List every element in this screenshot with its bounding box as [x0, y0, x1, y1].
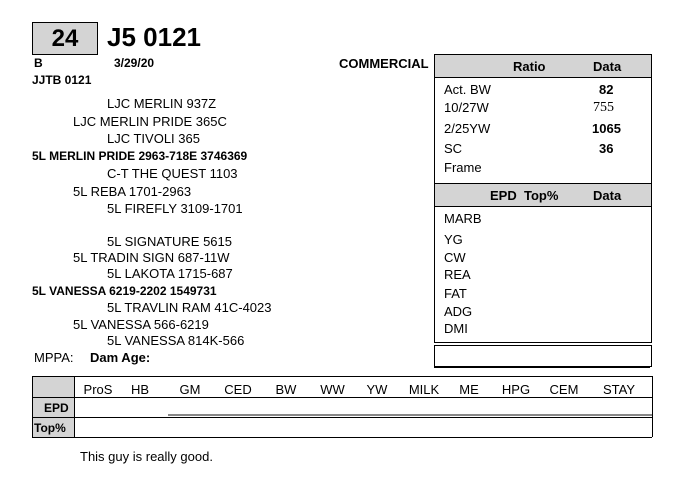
grid-line	[32, 417, 652, 418]
grid-col-milk: MILK	[408, 382, 440, 397]
epd-row-rea: REA	[444, 267, 471, 282]
mppa-value-box	[434, 345, 652, 367]
epd-col-header: EPD	[490, 188, 517, 203]
lot-number: 24	[51, 24, 79, 52]
grid-col-cem: CEM	[549, 382, 579, 397]
ratio-data-col-header: Data	[593, 59, 622, 74]
pedigree-dam-dam-sire: 5L TRAVLIN RAM 41C-4023	[107, 300, 272, 315]
registration-id: JJTB 0121	[32, 73, 92, 87]
grid-line	[32, 376, 33, 437]
ratio-col-header: Ratio	[513, 59, 546, 74]
grid-line	[32, 397, 652, 398]
dam-age-label: Dam Age:	[90, 350, 151, 365]
grid-col-stay: STAY	[602, 382, 636, 397]
pedigree-sire-dam-sire: C-T THE QUEST 1103	[107, 166, 238, 181]
ratio-table-header	[435, 55, 651, 78]
grid-row-top: Top%	[34, 421, 66, 435]
grid-col-me: ME	[459, 382, 479, 397]
pedigree-sire-sire-sire: LJC MERLIN 937Z	[107, 96, 217, 111]
box-divider	[434, 367, 650, 368]
pedigree-dam-sire-sire: 5L SIGNATURE 5615	[107, 234, 232, 249]
ratio-label-sc: SC	[444, 141, 463, 156]
ratio-value-2-25yw: 1065	[592, 121, 621, 136]
grid-line	[32, 437, 652, 438]
animal-tag: J5 0121	[107, 22, 201, 52]
ratio-label-10-27w: 10/27W	[444, 100, 489, 115]
lot-number-box	[32, 22, 98, 55]
grid-line	[32, 376, 652, 377]
top-col-header: Top%	[524, 188, 559, 203]
epd-data-col-header: Data	[593, 188, 622, 203]
grid-line	[74, 376, 75, 437]
pedigree-dam-sire: 5L TRADIN SIGN 687-11W	[73, 250, 230, 265]
pedigree-dam-sire-dam: 5L LAKOTA 1715-687	[107, 266, 233, 281]
grid-row-epd: EPD	[44, 401, 69, 415]
epd-row-yg: YG	[444, 232, 463, 247]
birth-date: 3/29/20	[114, 56, 155, 70]
grid-col-ced: CED	[224, 382, 252, 397]
epd-row-dmi: DMI	[444, 321, 468, 336]
comment-text: This guy is really good.	[80, 449, 213, 464]
grid-col-bw: BW	[275, 382, 297, 397]
category-label: COMMERCIAL	[339, 56, 429, 71]
pedigree-sire-sire: LJC MERLIN PRIDE 365C	[73, 114, 227, 129]
mppa-label: MPPA:	[34, 350, 74, 365]
grid-line	[652, 376, 653, 437]
ratio-value-actbw: 82	[599, 82, 614, 97]
ratio-label-frame: Frame	[444, 160, 482, 175]
epd-row-adg: ADG	[444, 304, 473, 319]
pedigree-sire: 5L MERLIN PRIDE 2963-718E 3746369	[32, 149, 248, 163]
epd-side-table	[434, 184, 652, 343]
ratio-table	[434, 54, 652, 184]
grid-col-hpg: HPG	[501, 382, 531, 397]
epd-row-marb: MARB	[444, 211, 482, 226]
epd-row-cw: CW	[444, 250, 466, 265]
grid-col-gm: GM	[179, 382, 201, 397]
epd-side-table-header	[435, 184, 651, 207]
pedigree-dam-dam: 5L VANESSA 566-6219	[73, 317, 209, 332]
grid-col-yw: YW	[366, 382, 388, 397]
pedigree-sire-dam: 5L REBA 1701-2963	[73, 184, 192, 199]
pedigree-sire-dam-dam: 5L FIREFLY 3109-1701	[107, 201, 243, 216]
grid-shade-line	[168, 414, 652, 416]
grid-col-ww: WW	[320, 382, 345, 397]
ratio-label-actbw: Act. BW	[444, 82, 491, 97]
pedigree-dam-dam-dam: 5L VANESSA 814K-566	[107, 333, 245, 348]
ratio-label-2-25yw: 2/25YW	[444, 121, 491, 136]
ratio-value-sc: 36	[599, 141, 614, 156]
grid-col-hb: HB	[130, 382, 150, 397]
pedigree-dam: 5L VANESSA 6219-2202 1549731	[32, 284, 217, 298]
ratio-value-10-27w: 755	[593, 100, 614, 115]
epd-row-fat: FAT	[444, 286, 467, 301]
pedigree-sire-sire-dam: LJC TIVOLI 365	[107, 131, 200, 146]
grid-col-pros: ProS	[83, 382, 113, 397]
sex-label: B	[34, 56, 43, 70]
